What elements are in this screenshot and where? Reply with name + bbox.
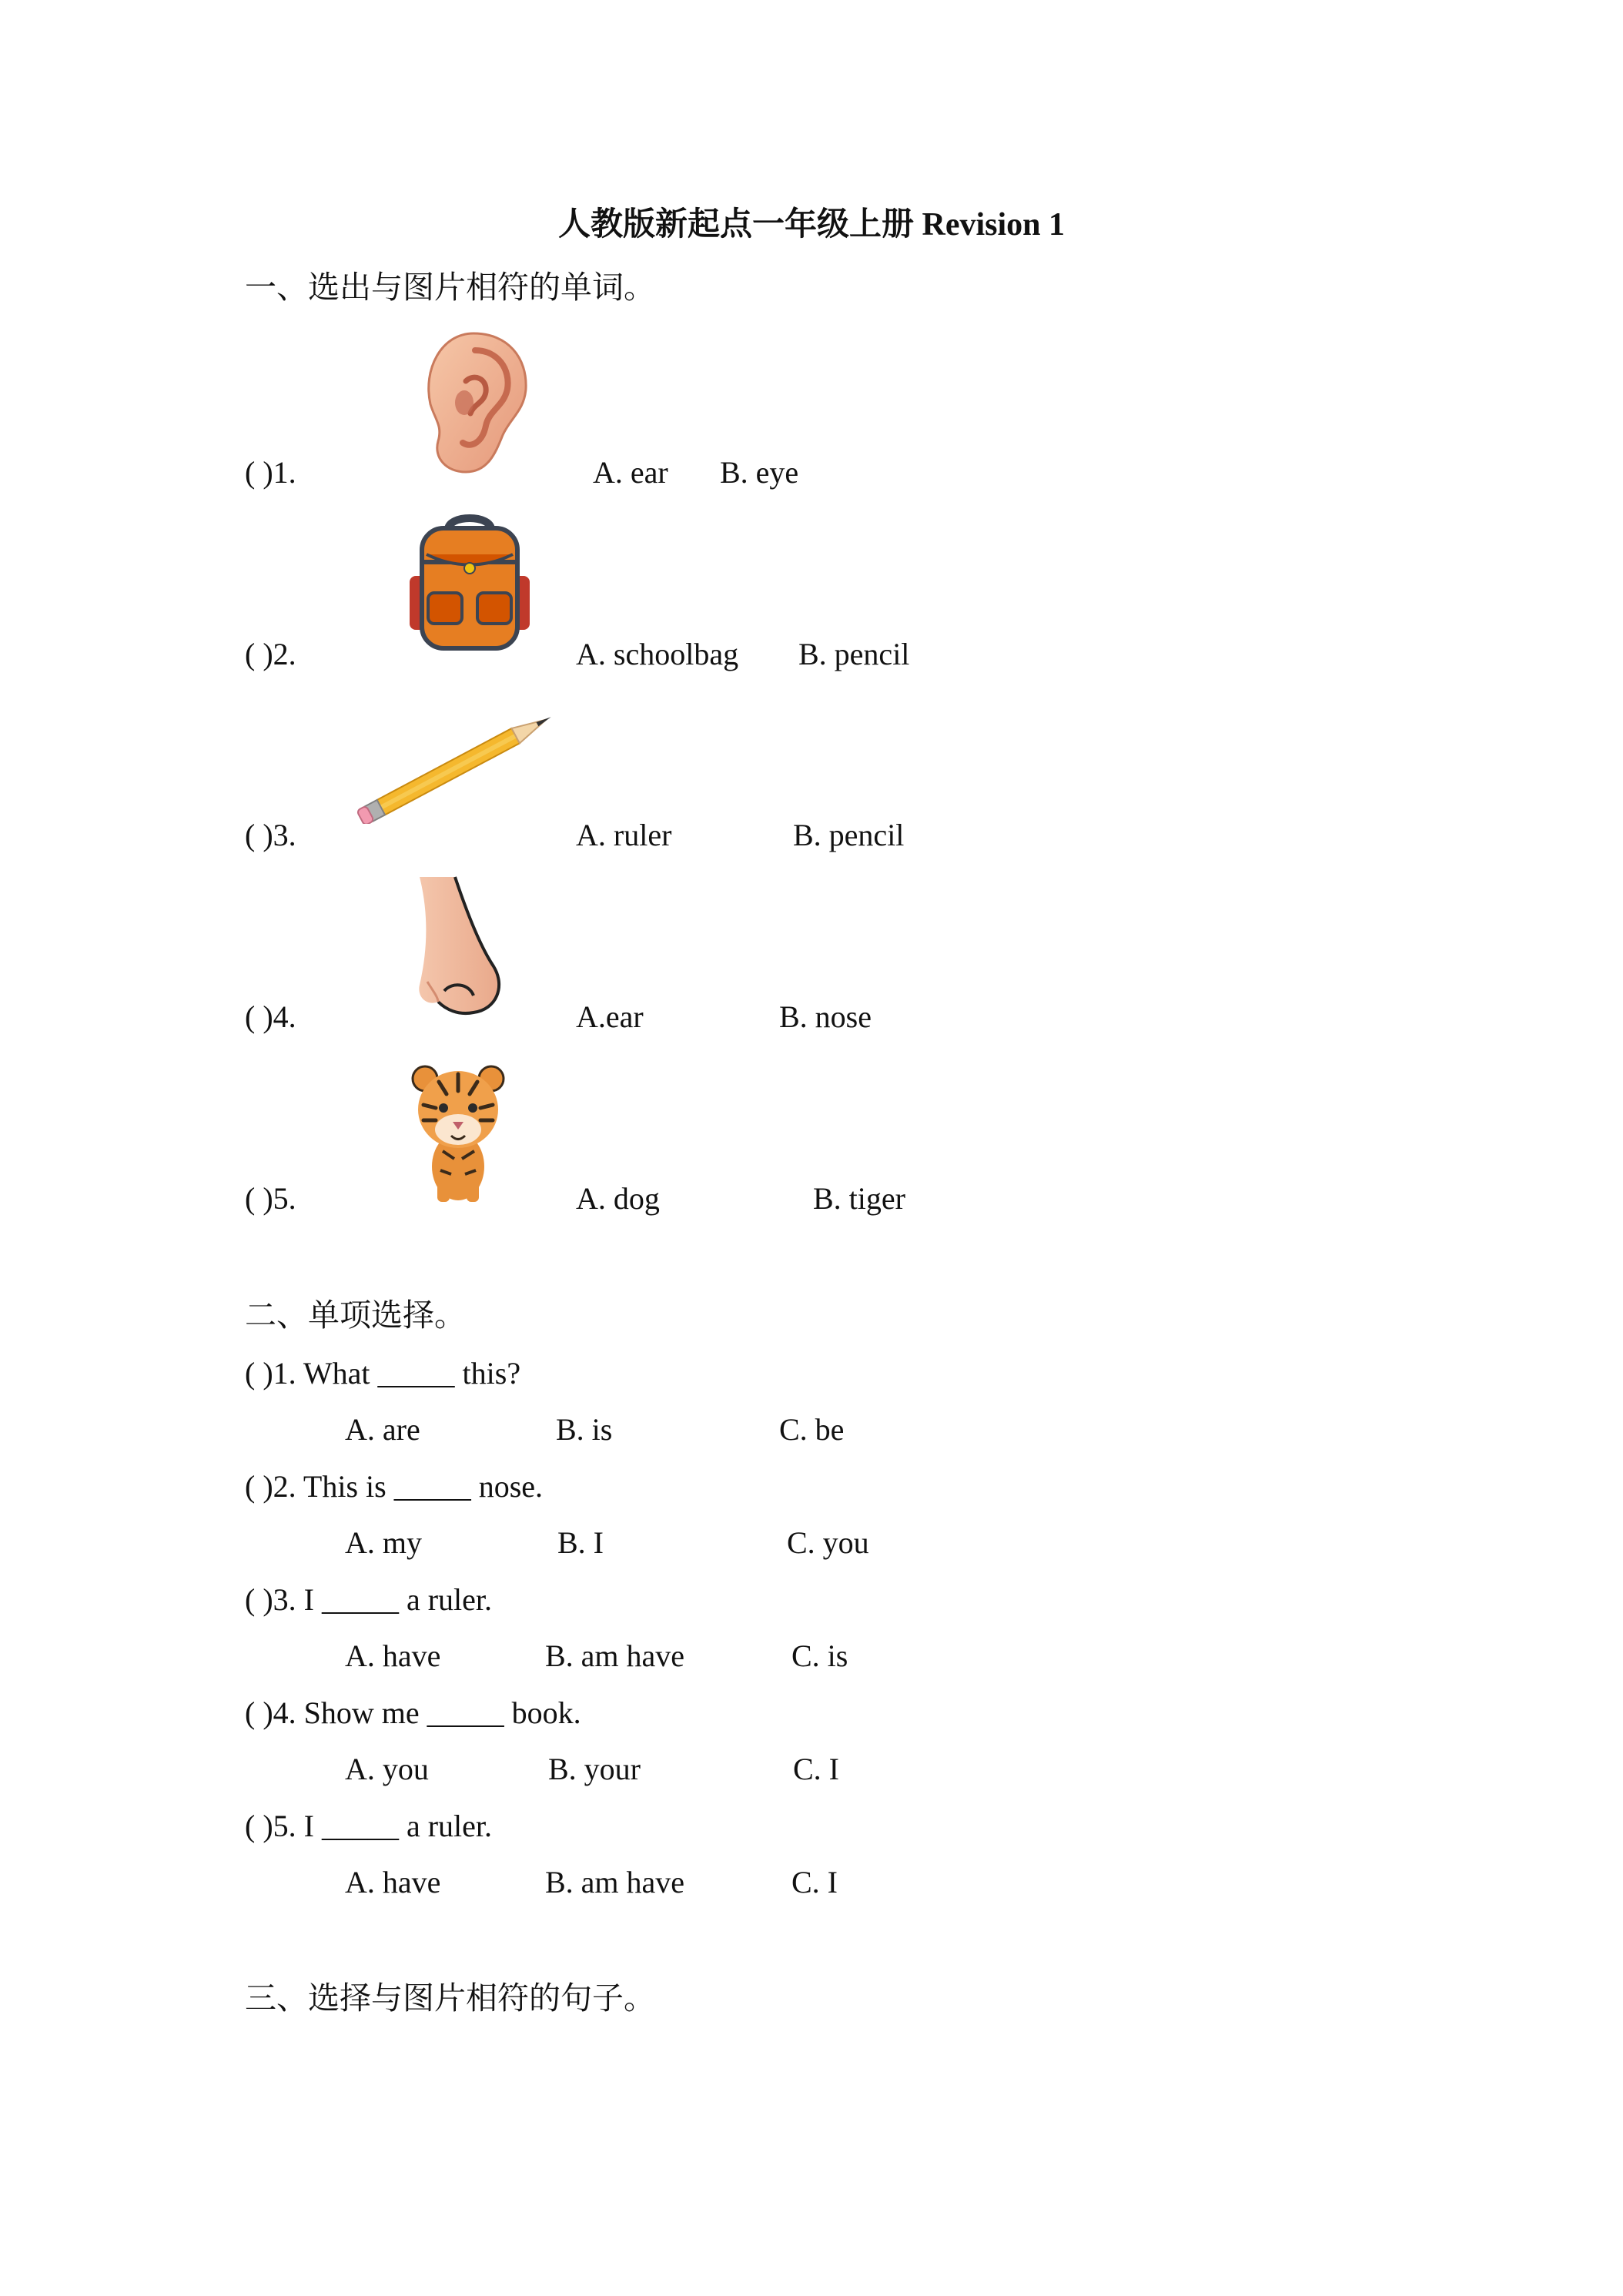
question-4-stem: ( )4. Show me _____ book. — [245, 1695, 581, 1730]
section-3-heading: 三、选择与图片相符的句子。 — [245, 1980, 655, 2016]
item-3-option-a: A. ruler — [576, 818, 672, 852]
item-5-number: ( )5. — [245, 1181, 296, 1216]
question-3-option-b: B. am have — [545, 1638, 685, 1673]
question-4-option-b: B. your — [548, 1752, 641, 1786]
pencil-image — [346, 708, 577, 824]
item-5-option-b: B. tiger — [813, 1181, 905, 1216]
question-2-option-a: A. my — [345, 1525, 422, 1560]
question-3-option-a: A. have — [345, 1638, 441, 1673]
item-2-number: ( )2. — [245, 637, 296, 671]
question-5-option-b: B. am have — [545, 1865, 685, 1899]
schoolbag-image — [400, 508, 539, 654]
nose-image — [404, 874, 512, 1020]
question-4-option-a: A. you — [345, 1752, 429, 1786]
question-5-option-a: A. have — [345, 1865, 441, 1899]
question-3-option-c: C. is — [791, 1638, 848, 1673]
section-2-heading: 二、单项选择。 — [245, 1297, 466, 1333]
ear-image — [412, 327, 535, 477]
question-2-option-b: B. I — [557, 1525, 604, 1560]
question-5-option-c: C. I — [791, 1865, 838, 1899]
question-5-stem: ( )5. I _____ a ruler. — [245, 1809, 493, 1843]
question-2-stem: ( )2. This is _____ nose. — [245, 1469, 544, 1504]
item-3-option-b: B. pencil — [793, 818, 905, 852]
question-4-option-c: C. I — [793, 1752, 839, 1786]
question-1-stem: ( )1. What _____ this? — [245, 1356, 521, 1391]
item-3-number: ( )3. — [245, 818, 296, 852]
page-title: 人教版新起点一年级上册 Revision 1 — [557, 207, 1065, 243]
tiger-image — [400, 1059, 516, 1205]
item-4-option-a: A.ear — [576, 999, 644, 1034]
item-2-option-b: B. pencil — [798, 637, 910, 671]
item-4-option-b: B. nose — [779, 999, 872, 1034]
item-1-option-b: B. eye — [720, 455, 799, 490]
question-2-option-c: C. you — [787, 1525, 869, 1560]
question-1-option-c: C. be — [779, 1412, 845, 1447]
question-1-option-b: B. is — [556, 1412, 613, 1447]
item-1-option-a: A. ear — [593, 455, 668, 490]
section-1-heading: 一、选出与图片相符的单词。 — [245, 269, 655, 305]
item-2-option-a: A. schoolbag — [576, 637, 739, 671]
item-5-option-a: A. dog — [576, 1181, 660, 1216]
item-1-number: ( )1. — [245, 455, 296, 490]
item-4-number: ( )4. — [245, 999, 296, 1034]
question-3-stem: ( )3. I _____ a ruler. — [245, 1582, 493, 1617]
question-1-option-a: A. are — [345, 1412, 420, 1447]
